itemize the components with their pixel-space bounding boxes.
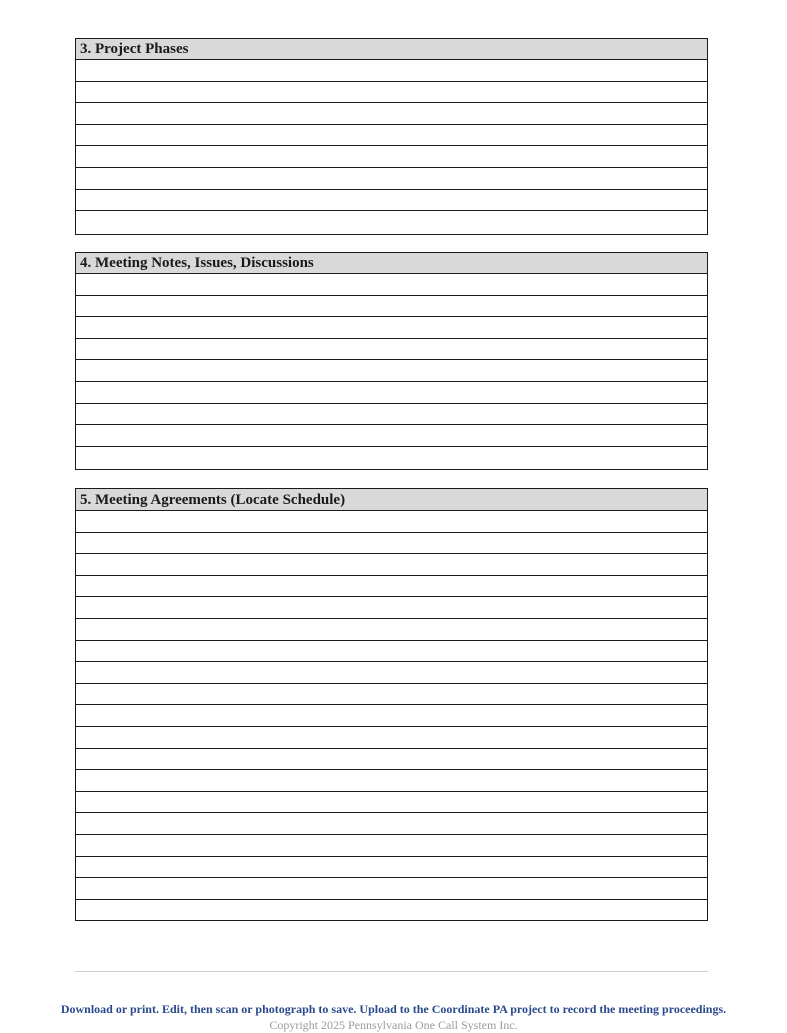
- section-title: 4. Meeting Notes, Issues, Discussions: [76, 253, 707, 274]
- blank-entry-row[interactable]: [76, 360, 707, 382]
- footer-divider: [75, 971, 708, 972]
- blank-entry-row[interactable]: [76, 511, 707, 533]
- blank-entry-row[interactable]: [76, 82, 707, 104]
- blank-entry-row[interactable]: [76, 857, 707, 879]
- blank-entry-row[interactable]: [76, 900, 707, 922]
- blank-entry-row[interactable]: [76, 554, 707, 576]
- blank-entry-row[interactable]: [76, 641, 707, 663]
- blank-entry-row[interactable]: [76, 684, 707, 706]
- section-title: 3. Project Phases: [76, 39, 707, 60]
- blank-entry-row[interactable]: [76, 813, 707, 835]
- blank-entry-row[interactable]: [76, 878, 707, 900]
- blank-entry-row[interactable]: [76, 146, 707, 168]
- blank-entry-row[interactable]: [76, 296, 707, 318]
- blank-rows: [76, 60, 707, 233]
- blank-entry-row[interactable]: [76, 425, 707, 447]
- blank-entry-row[interactable]: [76, 103, 707, 125]
- blank-entry-row[interactable]: [76, 190, 707, 212]
- blank-entry-row[interactable]: [76, 749, 707, 771]
- section-meeting-agreements: [75, 488, 708, 921]
- copyright-text: Copyright 2025 Pennsylvania One Call System Inc.: [269, 1018, 518, 1032]
- blank-entry-row[interactable]: [76, 727, 707, 749]
- footer-instructions[interactable]: Download or print. Edit, then scan or photograph to save. Upload to the Coordinate PA project to record the meeting proceedings.: [60, 1002, 727, 1016]
- blank-entry-row[interactable]: [76, 792, 707, 814]
- section-meeting-notes: [75, 252, 708, 470]
- blank-entry-row[interactable]: [76, 211, 707, 233]
- blank-entry-row[interactable]: [76, 274, 707, 296]
- blank-entry-row[interactable]: [76, 533, 707, 555]
- section-title: 5. Meeting Agreements (Locate Schedule): [76, 489, 707, 511]
- section-project-phases: [75, 38, 708, 235]
- blank-entry-row[interactable]: [76, 662, 707, 684]
- blank-entry-row[interactable]: [76, 339, 707, 361]
- blank-entry-row[interactable]: [76, 705, 707, 727]
- blank-entry-row[interactable]: [76, 576, 707, 598]
- blank-entry-row[interactable]: [76, 125, 707, 147]
- blank-entry-row[interactable]: [76, 60, 707, 82]
- blank-entry-row[interactable]: [76, 168, 707, 190]
- blank-rows: [76, 511, 707, 921]
- blank-entry-row[interactable]: [76, 404, 707, 426]
- blank-entry-row[interactable]: [76, 597, 707, 619]
- blank-entry-row[interactable]: [76, 770, 707, 792]
- blank-entry-row[interactable]: [76, 317, 707, 339]
- blank-entry-row[interactable]: [76, 835, 707, 857]
- blank-entry-row[interactable]: [76, 447, 707, 469]
- blank-entry-row[interactable]: [76, 619, 707, 641]
- blank-rows: [76, 274, 707, 468]
- blank-entry-row[interactable]: [76, 382, 707, 404]
